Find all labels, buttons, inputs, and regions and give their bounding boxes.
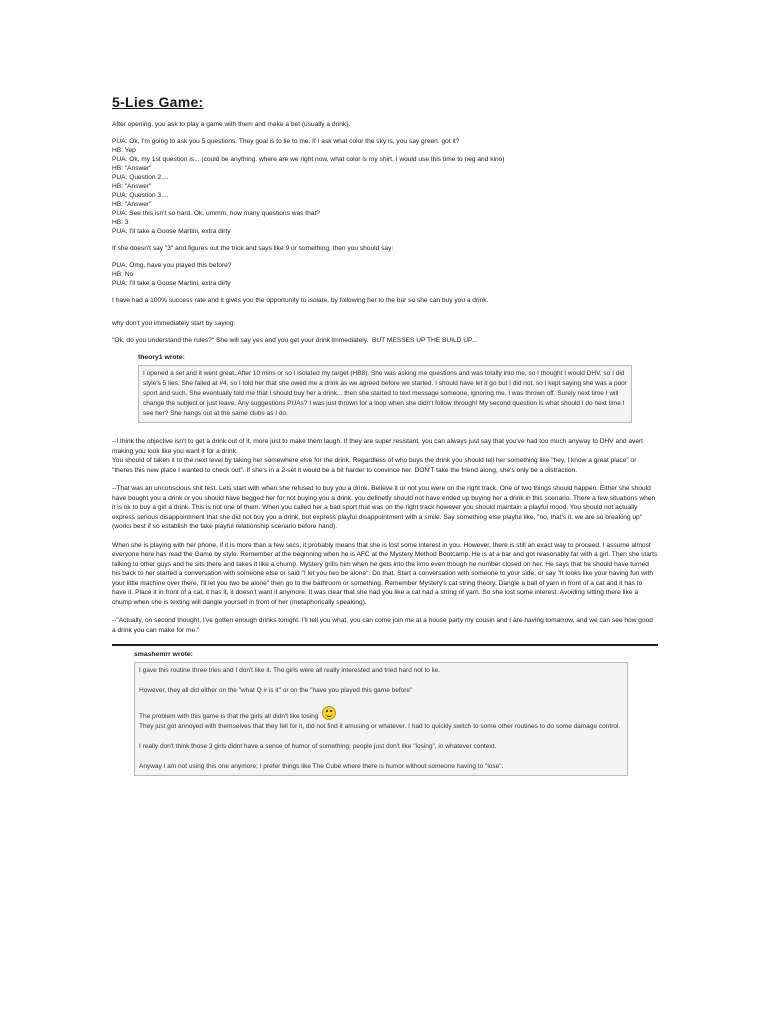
ok-paragraph: "Ok, do you understand the rules?" She will say yes and you get your drink immediately. BUT MESSES UP THE BUILD UP...: [112, 337, 478, 344]
dialogue-line: PUA: Ok, my 1st question is... (could be anything. where are we right now, what color is my shirt, I would use this time to neg and kino): [112, 156, 505, 163]
quote-box: [134, 662, 628, 776]
dialogue-block-1: [112, 137, 658, 236]
dialogue-line: HB: Yep: [112, 147, 136, 154]
dialogue-line: PUA: Omg, have you played this before?: [112, 262, 232, 269]
dialogue-line: PUA: I'll take a Goose Martini, extra dirty: [112, 228, 231, 235]
reply-paragraph-1: --I think the objective isn't to get a drink out of it, more just to make them laugh. If they are super resistant, you can always just say that you've had too much anyway to DHV and avert making you look like you want it for a drink. You should of taken it to the next level by taking her somewhere else for the drink. Regardless of who buys the drink you should tell her something like "hey, I know a great place" or "theres this new place I wanted to check out". If she's in a 2-set it would be a bit harder to convince her. DON'T take the friend along, she's only be a distraction.: [112, 438, 644, 474]
dialogue-line: HB: "Answer": [112, 201, 152, 208]
quote-paragraph-with-emoticon: [139, 706, 623, 722]
article-body: [112, 94, 658, 776]
quote-author: smashemrr wrote:: [134, 651, 193, 658]
quote-box: I opened a set and it went great. After 10 mins or so I isolated my target (HB8). She was asking me questions and was totally into me, so I thought I would DHV, so I did style's 5 lies. She failed at #4, so I told her that she owed me a drink as we agreed before we started. I should have let it go but I did not, so I kept saying she was a poor sport and such. She eventually told me that I should buy her a drink... then she started to text message someone, ignoring me. I was thrown off. Surely next time I will change the subject or just leave. Any suggestions PUAs? I was just thrown for a loop when she didn't follow through! My second question is what should I do next time I see her? She hangs out at the same clubs as I do.: [138, 365, 632, 423]
quote-smashemrr: [134, 650, 628, 776]
dialogue-line: PUA: Ok, I'm going to ask you 5 questions. They goal is to lie to me. If I ask what color the sky is, you say green. got it?: [112, 138, 460, 145]
divider: [112, 644, 658, 646]
reply-paragraph-3: When she is playing with her phone, if it is more than a few secs, it probably means that she is lost some interest in you. However, there is still an exact way to proceed. I assume almost everyone here has read the Game by style. Remember at the beginning when he is AFC at the Mystery Method Bootcamp. He is at a bar and got reasonably far with a girl. Then she starts talking to other guys and he sits there and takes it like a chump. Mystery grills him when he gets into the limo even though he number closed on her. He says that he should have turned his back to her started a conversation with someone else or said "I let you two be alone". Do that. Start a conversation with someone to your side, or say "It looks like your having fun with your little machine over there, I'll let you two be alone" then go to the bathroom or something. Remember Mystery's cat string theory. Dangle a ball of yarn in front of a cat and it has to have it. Place it in front of a cat, it has it, it doesn't want it anymore. It was clear that she had you like a cat had a string of yarn. So she lost some interest. Avoiding sitting there like a chump when she is texting will dangle yourself in front of her (metaphorically speaking).: [112, 541, 660, 606]
dialogue-line: PUA: See this isn't so hard. Ok, ummm, how many questions was that?: [112, 210, 320, 217]
page-title: 5-Lies Game:: [112, 94, 204, 110]
intro-paragraph: After opening, you ask to play a game with them and make a bet (usually a drink).: [112, 121, 351, 128]
dialogue-line: PUA: Question 3....: [112, 192, 169, 199]
dialogue-line: HB: "Answer": [112, 165, 152, 172]
quote-paragraph: However, they all did either on the "what Q # is it" or on the "have you played this game before": [139, 687, 413, 694]
dialogue-line: HB: 3: [112, 219, 129, 226]
success-paragraph: I have had a 100% success rate and it gives you the opportunity to isolate, by following her to the bar so she can buy you a drink.: [112, 297, 489, 304]
quote-paragraph: Anyway I am not using this one anymore; I prefer things like The Cube where there is humor without someone having to "lose".: [139, 763, 504, 770]
dialogue-line: PUA: I'll take a Goose Martini, extra dirty: [112, 280, 231, 287]
quote-text: The problem with this game is that the girls all didn't like losing: [139, 713, 319, 720]
quote-paragraph: They just got annoyed with themselves that they fell for it, did not find it amusing or whatever. I had to quickly switch to some other routines to do some damage control.: [139, 723, 621, 730]
laughing-smiley-icon: [322, 706, 336, 720]
reply-paragraph-2: --That was an unconscious shit test. Lets start with when she refused to buy you a drink. Believe it or not you were on the right track. One of two things should happen. Either she should have bought you a drink or you should have begged her for not buying you a drink. you definetly should not have ended up buying her a drink in this scenario. There a few situations when it is ok to buy a girl a drink. This is not one of them. When you called her a bad sport that was on the right track however you should maintain a playful mood. You should not actually express serious disappointment that she did not buy you a drink, but express playful disappointment with a smile. Say something else playful like, "no, that's it, we are so breaking up" (works best if so establish the fake playful relationship scenario before hand).: [112, 485, 657, 530]
quote-author: theory1 wrote:: [138, 354, 185, 361]
dialogue-line: HB: "Answer": [112, 183, 152, 190]
dialogue-line: PUA: Question 2....: [112, 174, 169, 181]
dialogue-line: HB: No: [112, 271, 134, 278]
quote-paragraph: I gave this routine three tries and I don't like it. The girls were all really interested and tried hard not to lie.: [139, 667, 441, 674]
dialogue-block-2: [112, 261, 658, 288]
reply-paragraph-4: --"Actually, on second thought, I've gotten enough drinks tonight. I'll tell you what, you can come join me at a house party my cousin and I are having tomarrow, and we can see how good a drink you can make for me.": [112, 617, 655, 634]
why-paragraph: why don't you immediately start by saying:: [112, 320, 236, 327]
quote-theory1: [138, 353, 632, 423]
if-paragraph: If she doesn't say "3" and figures out the trick and says like 9 or something, then you should say:: [112, 245, 394, 252]
quote-paragraph: I really don't think those 3 girls didnt have a sense of humor of something; people just don't like "losing", in whatever context.: [139, 743, 497, 750]
